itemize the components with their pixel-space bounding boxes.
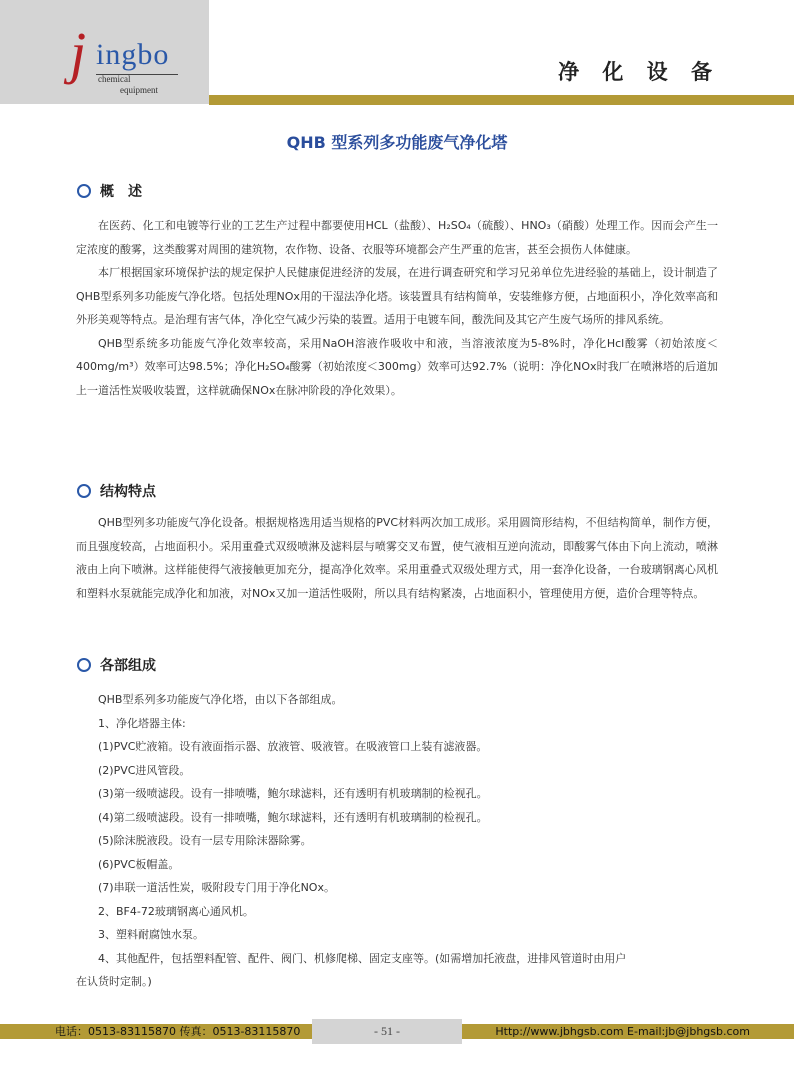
list-item: (2)PVC进风管段。 [98,763,191,777]
circle-bullet-icon [77,484,91,498]
logo-subtitle-2: equipment [120,85,158,95]
section-title: 概 述 [100,184,142,200]
circle-bullet-icon [77,658,91,672]
company-logo: ingbo [96,38,170,71]
list-item: (7)串联一道活性炭，吸附段专门用于净化NOx。 [98,881,335,894]
logo-subtitle-1: chemical [98,74,131,84]
section-title: 各部组成 [100,658,156,674]
list-item: 1、净化塔器主体: [98,716,186,730]
list-item-continuation: 在认货时定制。) [76,975,152,988]
list-item: 2、BF4-72玻璃钢离心通风机。 [98,904,254,918]
footer-phone: 电话：0513-83115870 传真：0513-83115870 [55,1025,301,1038]
list-item: (6)PVC板帽盖。 [98,857,180,871]
page-number: - 51 - [374,1024,400,1038]
list-intro: QHB型系列多功能废气净化塔，由以下各部组成。 [98,693,343,706]
section-heading-features [77,481,156,501]
section-heading-overview [77,181,142,201]
paragraph: QHB型列多功能废气净化设备。根据规格选用适当规格的PVC材料两次加工成形。采用圆筒形结构，不但结构简单，制作方便，而且强度较高，占地面积小。采用重叠式双级喷淋及滤料层与喷雾交叉布置，使气液相互逆向流动，即酸雾气体由下向上流动，喷淋液由上向下喷淋。这样能使得气液接触更加充分，提高净化效率。采用重叠式双级处理方式，用一套净化设备，一台玻璃钢离心风机和塑料水泵就能完成净化和加液，对NOx又加一道活性吸附，所以具有结构紧凑，占地面积小，管理使用方便，造价合理等特点。 [76,516,718,600]
components-list [76,688,718,994]
header-accent-bar [209,95,794,105]
logo-letter-j: j [70,20,87,85]
list-item: (3)第一级喷滤段。设有一排喷嘴，鲍尔球滤料，还有透明有机玻璃制的检视孔。 [98,787,488,800]
header-logo-area [0,0,209,104]
footer-contact: Http://www.jbhgsb.com E-mail:jb@jbhgsb.com [495,1025,750,1038]
circle-bullet-icon [77,184,91,198]
overview-body [76,214,718,402]
list-item: 4、其他配件，包括塑料配管、配件、阀门、机修爬梯、固定支座等。(如需增加托液盘，进排风管道时由用户 [98,951,627,965]
paragraph: 本厂根据国家环境保护法的规定保护人民健康促进经济的发展，在进行调查研究和学习兄弟单位先进经验的基础上，设计制造了QHB型系列多功能废气净化塔。包括处理NOx用的干湿法净化塔。该装置具有结构简单，安装维修方便，占地面积小，净化效率高和外形美观等特点。是治理有害气体，净化空气减少污染的装置。适用于电镀车间，酸洗间及其它产生废气场所的排风系统。 [76,266,718,326]
section-heading-components [77,655,156,675]
list-item: (4)第二级喷滤段。设有一排喷嘴，鲍尔球滤料，还有透明有机玻璃制的检视孔。 [98,810,488,824]
page-title: QHB 型系列多功能废气净化塔 [286,133,508,152]
list-item: 3、塑料耐腐蚀水泵。 [98,928,204,941]
section-title: 结构特点 [100,484,156,500]
features-body [76,511,718,605]
list-item: (5)除沫脱液段。设有一层专用除沫器除雾。 [98,834,312,847]
paragraph: QHB型系统多功能废气净化效率较高，采用NaOH溶液作吸收中和液，当溶液浓度为5-8%时，净化Hcl酸雾（初始浓度＜400mg/m³）效率可达98.5%；净化H₂SO₄酸雾（初始浓度＜300mg）效率可达92.7%（说明：净化NOx时我厂在喷淋塔的后道加上一道活性炭吸收装置，这样就确保NOx在脉冲阶段的净化效果）。 [76,336,718,397]
list-item: (1)PVC贮液箱。设有液面指示器、放液管、吸液管。在吸液管口上装有滤液器。 [98,740,488,753]
category-title: 净 化 设 备 [558,60,720,84]
paragraph: 在医药、化工和电镀等行业的工艺生产过程中都要使用HCL（盐酸）、H₂SO₄（硫酸）、HNO₃（硝酸）处理工作。因而会产生一定浓度的酸雾，这类酸雾对周围的建筑物，农作物、设备、衣服等环境都会产生严重的危害，甚至会损伤人体健康。 [76,219,718,256]
